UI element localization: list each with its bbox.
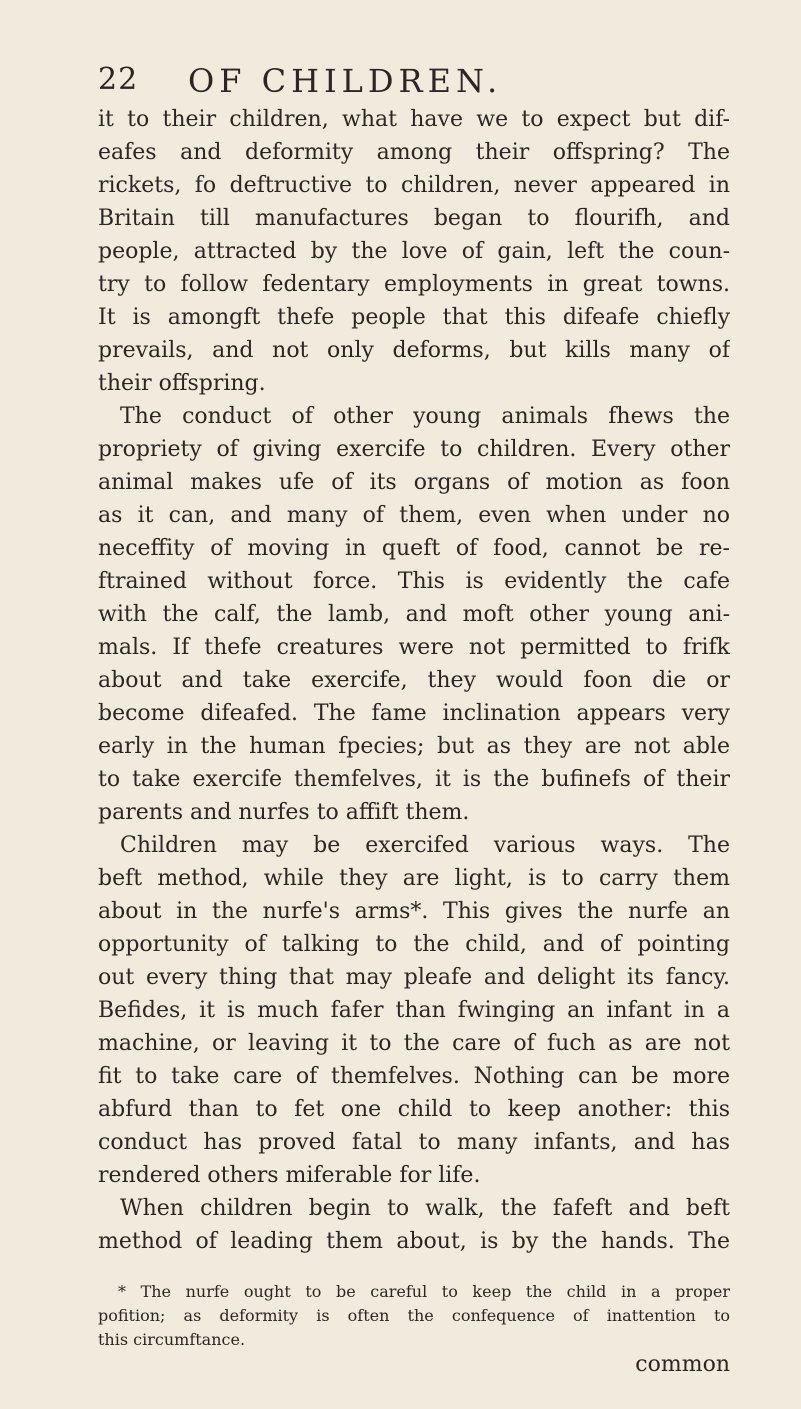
text-line: animal makes ufe of its organs of motion as foon <box>98 470 730 495</box>
page-number: 22 <box>98 62 139 97</box>
page-header <box>98 62 708 102</box>
text-line: It is amongft thefe people that this difeafe chiefly <box>98 305 730 330</box>
text-line: ftrained without force. This is evidently the cafe <box>98 569 730 594</box>
text-line: try to follow fedentary employments in great towns. <box>98 272 730 297</box>
text-line: neceffity of moving in queft of food, cannot be re- <box>98 536 730 561</box>
text-line: abfurd than to fet one child to keep another: this <box>98 1097 730 1122</box>
text-line: opportunity of talking to the child, and of pointing <box>98 932 730 957</box>
footnote-line: * The nurfe ought to be careful to keep the child in a proper <box>118 1282 730 1301</box>
text-line: it to their children, what have we to expect but dif- <box>98 107 730 132</box>
text-line: fit to take care of themfelves. Nothing can be more <box>98 1064 730 1089</box>
text-line: with the calf, the lamb, and moft other young ani- <box>98 602 730 627</box>
footnote <box>98 1280 730 1352</box>
text-line: Befides, it is much fafer than fwinging an infant in a <box>98 998 730 1023</box>
text-line: beft method, while they are light, is to carry them <box>98 866 730 891</box>
catchword: common <box>635 1352 730 1377</box>
text-line: mals. If thefe creatures were not permitted to frifk <box>98 635 730 660</box>
text-line: rendered others miferable for life. <box>98 1163 481 1188</box>
text-line: When children begin to walk, the fafeft and beft <box>120 1196 730 1221</box>
body-text <box>98 103 730 1258</box>
text-line: as it can, and many of them, even when under no <box>98 503 730 528</box>
text-line: Britain till manufactures began to flourifh, and <box>98 206 730 231</box>
running-head: OF CHILDREN. <box>188 62 503 100</box>
text-line: rickets, fo deftructive to children, never appeared in <box>98 173 730 198</box>
text-line: out every thing that may pleafe and delight its fancy. <box>98 965 730 990</box>
text-line: The conduct of other young animals fhews the <box>120 404 730 429</box>
text-line: early in the human fpecies; but as they are not able <box>98 734 730 759</box>
text-line: parents and nurfes to affift them. <box>98 800 470 825</box>
text-line: propriety of giving exercife to children. Every other <box>98 437 730 462</box>
text-line: to take exercife themfelves, it is the bufinefs of their <box>98 767 730 792</box>
text-line: prevails, and not only deforms, but kills many of <box>98 338 730 363</box>
text-line: conduct has proved fatal to many infants, and has <box>98 1130 730 1155</box>
text-line: machine, or leaving it to the care of fuch as are not <box>98 1031 730 1056</box>
text-line: about in the nurfe's arms*. This gives the nurfe an <box>98 899 730 924</box>
text-line: about and take exercife, they would foon die or <box>98 668 730 693</box>
footnote-line: this circumftance. <box>98 1330 246 1349</box>
text-line: Children may be exercifed various ways. The <box>120 833 730 858</box>
footnote-line: pofition; as deformity is often the confequence of inattention to <box>98 1306 730 1325</box>
text-line: method of leading them about, is by the hands. The <box>98 1229 730 1254</box>
text-line: people, attracted by the love of gain, left the coun- <box>98 239 730 264</box>
text-line: become difeafed. The fame inclination appears very <box>98 701 730 726</box>
text-line: their offspring. <box>98 371 266 396</box>
text-line: eafes and deformity among their offspring? The <box>98 140 730 165</box>
